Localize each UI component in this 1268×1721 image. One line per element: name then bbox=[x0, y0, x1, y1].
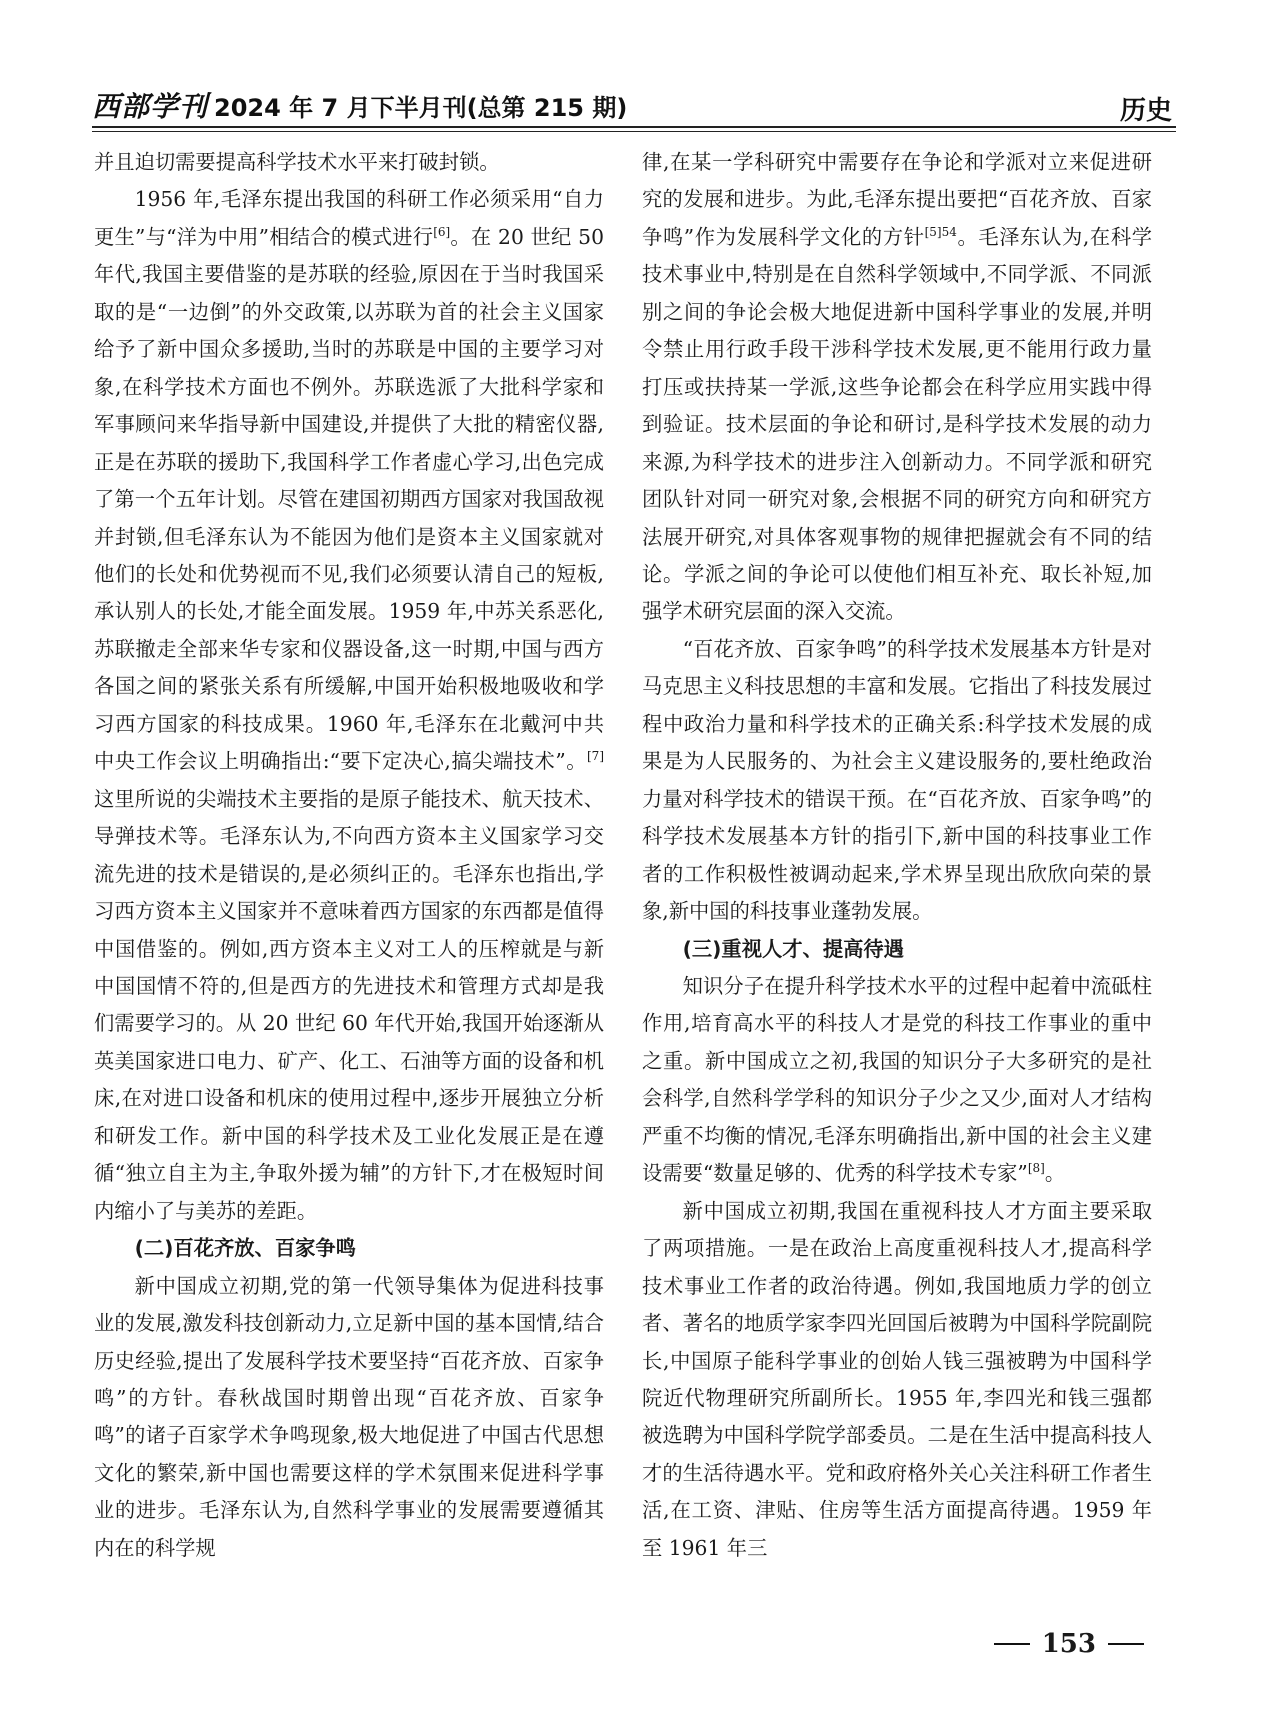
left-column bbox=[94, 144, 604, 1567]
paragraph-text: 新中国成立初期,党的第一代领导集体为促进科技事业的发展,激发科技创新动力,立足新中国的基本国情,结合历史经验,提出了发展科学技术要坚持“百花齐放、百家争鸣”的方针。春秋战国时期曾出现“百花齐放、百家争鸣”的诸子百家学术争鸣现象,极大地促进了中国古代思想文化的繁荣,新中国也需要这样的学术氛围来促进科学事业的进步。毛泽东认为,自然科学事业的发展需要遵循其内在的科学规 bbox=[94, 1273, 604, 1560]
paragraph-text: 。 bbox=[1044, 1161, 1066, 1186]
paragraph-text: 律,在某一学科研究中需要存在争论和学派对立来促进研究的发展和进步。为此,毛泽东提出要把“百花齐放、百家争鸣”作为发展科学文化的方针 bbox=[642, 150, 1152, 249]
page-number-value: 153 bbox=[1041, 1629, 1096, 1659]
paragraph bbox=[94, 144, 604, 181]
header-rule-thin bbox=[92, 131, 1176, 132]
paragraph-text: 。毛泽东认为,在科学技术事业中,特别是在自然科学领域中,不同学派、不同派别之间的争论会极大地促进新中国科学事业的发展,并明令禁止用行政手段干涉科学技术发展,更不能用行政力量打压或扶持某一学派,这些争论都会在科学应用实践中得到验证。技术层面的争论和研讨,是科学技术发展的动力来源,为科学技术的进步注入创新动力。不同学派和研究团队针对同一研究对象,会根据不同的研究方向和研究方法展开研究,对具体客观事物的规律把握就会有不同的结论。学派之间的争论可以使他们相互补充、取长补短,加强学术研究层面的深入交流。 bbox=[642, 224, 1152, 624]
page-number-dash-right bbox=[1108, 1643, 1144, 1645]
section-heading: (二)百花齐放、百家争鸣 bbox=[134, 1236, 356, 1261]
paragraph-text: “百花齐放、百家争鸣”的科学技术发展基本方针是对马克思主义科技思想的丰富和发展。它指出了科技发展过程中政治力量和科学技术的正确关系:科学技术发展的成果是为人民服务的、为社会主义建设服务的,要杜绝政治力量对科学技术的错误干预。在“百花齐放、百家争鸣”的科学技术发展基本方针的指引下,新中国的科技事业工作者的工作积极性被调动起来,学术界呈现出欣欣向荣的景象,新中国的科技事业蓬勃发展。 bbox=[642, 636, 1152, 924]
journal-logo: 西部学刊 bbox=[92, 90, 209, 123]
citation-ref: [7] bbox=[587, 749, 604, 764]
issue-info: 2024 年 7 月下半月刊(总第 215 期) bbox=[214, 93, 628, 122]
citation-ref: [8] bbox=[1027, 1161, 1045, 1176]
section-label: 历史 bbox=[1119, 96, 1172, 126]
paragraph bbox=[94, 181, 604, 1230]
paragraph-text: 。在 20 世纪 50 年代,我国主要借鉴的是苏联的经验,原因在于当时我国采取的是“一边倒”的外交政策,以苏联为首的社会主义国家给予了新中国众多援助,当时的苏联是中国的主要学习对象,在科学技术方面也不例外。苏联选派了大批科学家和军事顾问来华指导新中国建设,并提供了大批的精密仪器,正是在苏联的援助下,我国科学工作者虚心学习,出色完成了第一个五年计划。尽管在建国初期西方国家对我国敌视并封锁,但毛泽东认为不能因为他们是资本主义国家就对他们的长处和优势视而不见,我们必须要认清自己的短板,承认别人的长处,才能全面发展。1959 年,中苏关系恶化,苏联撤走全部来华专家和仪器设备,这一时期,中国与西方各国之间的紧张关系有所缓解,中国开始积极地吸收和学习西方国家的科技成果。1960 年,毛泽东在北戴河中共中央工作会议上明确指出:“要下定决心,搞尖端技术”。 bbox=[94, 224, 604, 774]
paragraph bbox=[642, 968, 1152, 1193]
header-rule-thick bbox=[92, 126, 1176, 128]
header-left bbox=[92, 88, 627, 122]
right-column bbox=[642, 144, 1152, 1567]
citation-ref: [6] bbox=[433, 225, 451, 240]
paragraph bbox=[642, 631, 1152, 931]
page-number-dash-left bbox=[994, 1643, 1030, 1645]
paragraph-text: 新中国成立初期,我国在重视科技人才方面主要采取了两项措施。一是在政治上高度重视科技人才,提高科学技术事业工作者的政治待遇。例如,我国地质力学的创立者、著名的地质学家李四光回国后被聘为中国科学院副院长,中国原子能科学事业的创始人钱三强被聘为中国科学院近代物理研究所副所长。1955 年,李四光和钱三强都被选聘为中国科学院学部委员。二是在生活中提高科技人才的生活待遇水平。党和政府格外关心关注科研工作者生活,在工资、津贴、住房等生活方面提高待遇。1959 年至 1961 年三 bbox=[642, 1198, 1152, 1560]
section-heading: (三)重视人才、提高待遇 bbox=[682, 936, 904, 961]
paragraph-text: 1956 年,毛泽东提出我国的科研工作必须采用“自力更生”与“洋为中用”相结合的模式进行 bbox=[94, 187, 604, 249]
paragraph-text: 知识分子在提升科学技术水平的过程中起着中流砥柱作用,培育高水平的科技人才是党的科技工作事业的重中之重。新中国成立之初,我国的知识分子大多研究的是社会科学,自然科学学科的知识分子少之又少,面对人才结构严重不均衡的情况,毛泽东明确指出,新中国的社会主义建设需要“数量足够的、优秀的科学技术专家” bbox=[642, 973, 1152, 1186]
citation-ref: [5]54 bbox=[924, 225, 957, 240]
paragraph bbox=[94, 1268, 604, 1568]
page-number bbox=[994, 1629, 1144, 1659]
paragraph-text: 这里所说的尖端技术主要指的是原子能技术、航天技术、导弹技术等。毛泽东认为,不向西方资本主义国家学习交流先进的技术是错误的,是必须纠正的。毛泽东也指出,学习西方资本主义国家并不意味着西方国家的东西都是值得中国借鉴的。例如,西方资本主义对工人的压榨就是与新中国国情不符的,但是西方的先进技术和管理方式却是我们需要学习的。从 20 世纪 60 年代开始,我国开始逐渐从英美国家进口电力、矿产、化工、石油等方面的设备和机床,在对进口设备和机床的使用过程中,逐步开展独立分析和研发工作。新中国的科学技术及工业化发展正是在遵循“独立自主为主,争取外援为辅”的方针下,才在极短时间内缩小了与美苏的差距。 bbox=[94, 786, 604, 1223]
paragraph bbox=[642, 144, 1152, 631]
paragraph-text: 并且迫切需要提高科学技术水平来打破封锁。 bbox=[94, 150, 500, 174]
running-header bbox=[92, 86, 1176, 126]
paragraph bbox=[642, 1193, 1152, 1568]
